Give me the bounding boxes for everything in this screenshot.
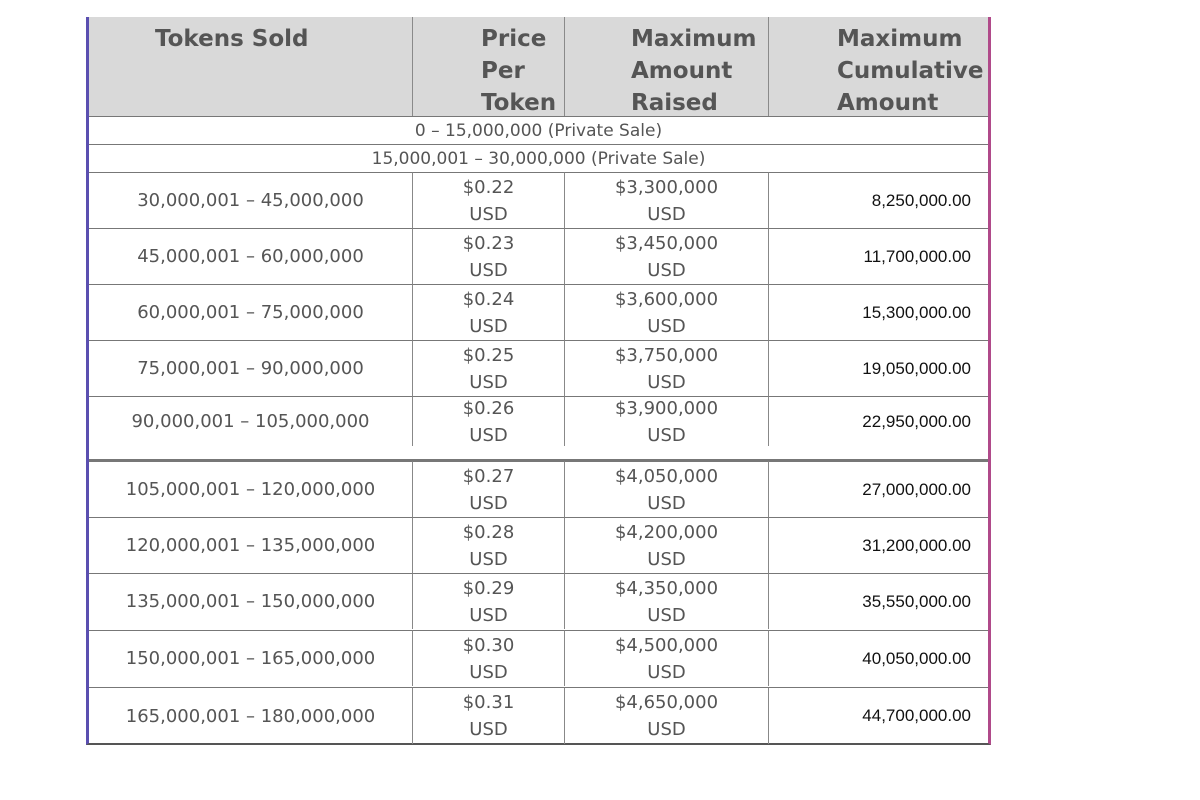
header-line: Amount bbox=[631, 58, 733, 84]
header-line: Token bbox=[481, 90, 557, 116]
tokens-sold-range: 60,000,001 – 75,000,000 bbox=[137, 302, 364, 323]
cumulative-value: 11,700,000.00 bbox=[863, 246, 971, 266]
price-unit: USD bbox=[469, 661, 508, 683]
amount-raised-value: $4,200,000 bbox=[614, 521, 719, 543]
price-cell bbox=[413, 396, 565, 446]
header-line: Per bbox=[481, 58, 525, 84]
tokens-sold-cell bbox=[89, 573, 413, 629]
amount-raised-value: $4,500,000 bbox=[614, 634, 719, 656]
price-cell bbox=[413, 517, 565, 573]
cumulative-cell bbox=[769, 284, 988, 340]
amount-raised-cell bbox=[565, 396, 769, 446]
price-cell bbox=[413, 687, 565, 744]
price-value: $0.30 bbox=[462, 634, 515, 656]
price-value: $0.31 bbox=[462, 692, 515, 713]
cumulative-value: 8,250,000.00 bbox=[871, 190, 971, 210]
price-value: $0.27 bbox=[462, 465, 515, 487]
price-unit: USD bbox=[469, 492, 508, 514]
cumulative-cell bbox=[769, 340, 988, 396]
private-sale-row bbox=[89, 116, 988, 144]
private-sale-row bbox=[89, 144, 988, 172]
header-tokens-sold bbox=[89, 17, 413, 116]
amount-raised-unit: USD bbox=[647, 203, 686, 225]
price-value: $0.25 bbox=[462, 344, 515, 366]
price-cell bbox=[413, 461, 565, 517]
amount-raised-cell bbox=[565, 340, 769, 396]
cumulative-value: 35,550,000.00 bbox=[862, 591, 971, 611]
amount-raised-unit: USD bbox=[647, 661, 686, 683]
price-cell bbox=[413, 573, 565, 629]
amount-raised-cell bbox=[565, 573, 769, 629]
price-cell bbox=[413, 284, 565, 340]
cumulative-cell bbox=[769, 630, 988, 686]
amount-raised-cell bbox=[565, 517, 769, 573]
tokens-sold-range: 135,000,001 – 150,000,000 bbox=[125, 591, 376, 612]
tokens-sold-cell bbox=[89, 687, 413, 744]
cumulative-cell bbox=[769, 461, 988, 517]
tokens-sold-range: 30,000,001 – 45,000,000 bbox=[137, 190, 364, 211]
private-sale-label: 0 – 15,000,000 (Private Sale) bbox=[414, 120, 663, 141]
price-value: $0.28 bbox=[462, 521, 515, 543]
header-line: Maximum bbox=[837, 26, 963, 52]
tokens-sold-range: 45,000,001 – 60,000,000 bbox=[137, 246, 364, 267]
amount-raised-cell bbox=[565, 228, 769, 284]
amount-raised-unit: USD bbox=[647, 492, 686, 514]
header-line: Cumulative bbox=[837, 58, 984, 84]
tokens-sold-cell bbox=[89, 461, 413, 517]
price-cell bbox=[413, 630, 565, 686]
amount-raised-unit: USD bbox=[647, 604, 686, 626]
header-max-amount-raised bbox=[565, 17, 769, 116]
tokens-sold-cell bbox=[89, 340, 413, 396]
price-cell bbox=[413, 172, 565, 228]
amount-raised-value: $3,300,000 bbox=[614, 176, 719, 198]
amount-raised-cell bbox=[565, 172, 769, 228]
price-cell bbox=[413, 340, 565, 396]
row-divider bbox=[89, 459, 988, 461]
amount-raised-cell bbox=[565, 687, 769, 744]
cumulative-cell bbox=[769, 517, 988, 573]
price-value: $0.22 bbox=[462, 176, 515, 198]
price-unit: USD bbox=[469, 371, 508, 393]
price-unit: USD bbox=[469, 604, 508, 626]
tokens-sold-cell bbox=[89, 228, 413, 284]
header-line: Maximum bbox=[631, 26, 757, 52]
amount-raised-unit: USD bbox=[647, 259, 686, 281]
amount-raised-value: $3,450,000 bbox=[614, 232, 719, 254]
header-line: Amount bbox=[837, 90, 939, 116]
tokens-sold-range: 120,000,001 – 135,000,000 bbox=[125, 535, 376, 556]
header-price-per-token bbox=[413, 17, 565, 116]
amount-raised-value: $3,750,000 bbox=[614, 344, 719, 366]
price-value: $0.29 bbox=[462, 577, 515, 599]
cumulative-value: 15,300,000.00 bbox=[862, 302, 971, 322]
price-unit: USD bbox=[469, 719, 508, 740]
price-value: $0.23 bbox=[462, 232, 515, 254]
private-sale-label: 15,000,001 – 30,000,000 (Private Sale) bbox=[371, 148, 706, 169]
header-line: Raised bbox=[631, 90, 718, 116]
amount-raised-value: $4,050,000 bbox=[614, 465, 719, 487]
amount-raised-value: $4,650,000 bbox=[614, 692, 719, 713]
amount-raised-unit: USD bbox=[647, 548, 686, 570]
cumulative-value: 40,050,000.00 bbox=[862, 648, 971, 668]
header-max-cumulative-amount bbox=[769, 17, 988, 116]
price-unit: USD bbox=[469, 548, 508, 570]
tokens-sold-range: 105,000,001 – 120,000,000 bbox=[125, 479, 376, 500]
tokens-sold-range: 90,000,001 – 105,000,000 bbox=[131, 411, 370, 432]
price-unit: USD bbox=[469, 259, 508, 281]
tokens-sold-cell bbox=[89, 396, 413, 446]
amount-raised-unit: USD bbox=[647, 315, 686, 337]
cumulative-cell bbox=[769, 687, 988, 744]
amount-raised-cell bbox=[565, 461, 769, 517]
cumulative-cell bbox=[769, 396, 988, 446]
price-unit: USD bbox=[469, 203, 508, 225]
cumulative-value: 22,950,000.00 bbox=[862, 411, 971, 431]
cumulative-cell bbox=[769, 228, 988, 284]
amount-raised-unit: USD bbox=[647, 719, 686, 740]
cumulative-value: 44,700,000.00 bbox=[862, 706, 971, 725]
cumulative-value: 31,200,000.00 bbox=[862, 535, 971, 555]
amount-raised-unit: USD bbox=[647, 371, 686, 393]
cumulative-value: 27,000,000.00 bbox=[862, 479, 971, 499]
header-tokens-sold-label: Tokens Sold bbox=[155, 26, 309, 52]
price-unit: USD bbox=[469, 424, 508, 446]
amount-raised-cell bbox=[565, 630, 769, 686]
amount-raised-cell bbox=[565, 284, 769, 340]
tokens-sold-cell bbox=[89, 517, 413, 573]
header-line: Price bbox=[481, 26, 547, 52]
tokens-sold-range: 150,000,001 – 165,000,000 bbox=[125, 648, 376, 669]
tokens-sold-cell bbox=[89, 172, 413, 228]
cumulative-value: 19,050,000.00 bbox=[862, 358, 971, 378]
price-unit: USD bbox=[469, 315, 508, 337]
amount-raised-value: $3,900,000 bbox=[614, 397, 719, 419]
cumulative-cell bbox=[769, 172, 988, 228]
tokens-sold-range: 75,000,001 – 90,000,000 bbox=[137, 358, 364, 379]
tokens-sold-range: 165,000,001 – 180,000,000 bbox=[125, 705, 376, 727]
amount-raised-unit: USD bbox=[647, 424, 686, 446]
tokens-sold-cell bbox=[89, 284, 413, 340]
amount-raised-value: $3,600,000 bbox=[614, 288, 719, 310]
price-cell bbox=[413, 228, 565, 284]
price-value: $0.24 bbox=[462, 288, 515, 310]
price-value: $0.26 bbox=[462, 397, 515, 419]
amount-raised-value: $4,350,000 bbox=[614, 577, 719, 599]
cumulative-cell bbox=[769, 573, 988, 629]
tokens-sold-cell bbox=[89, 630, 413, 686]
